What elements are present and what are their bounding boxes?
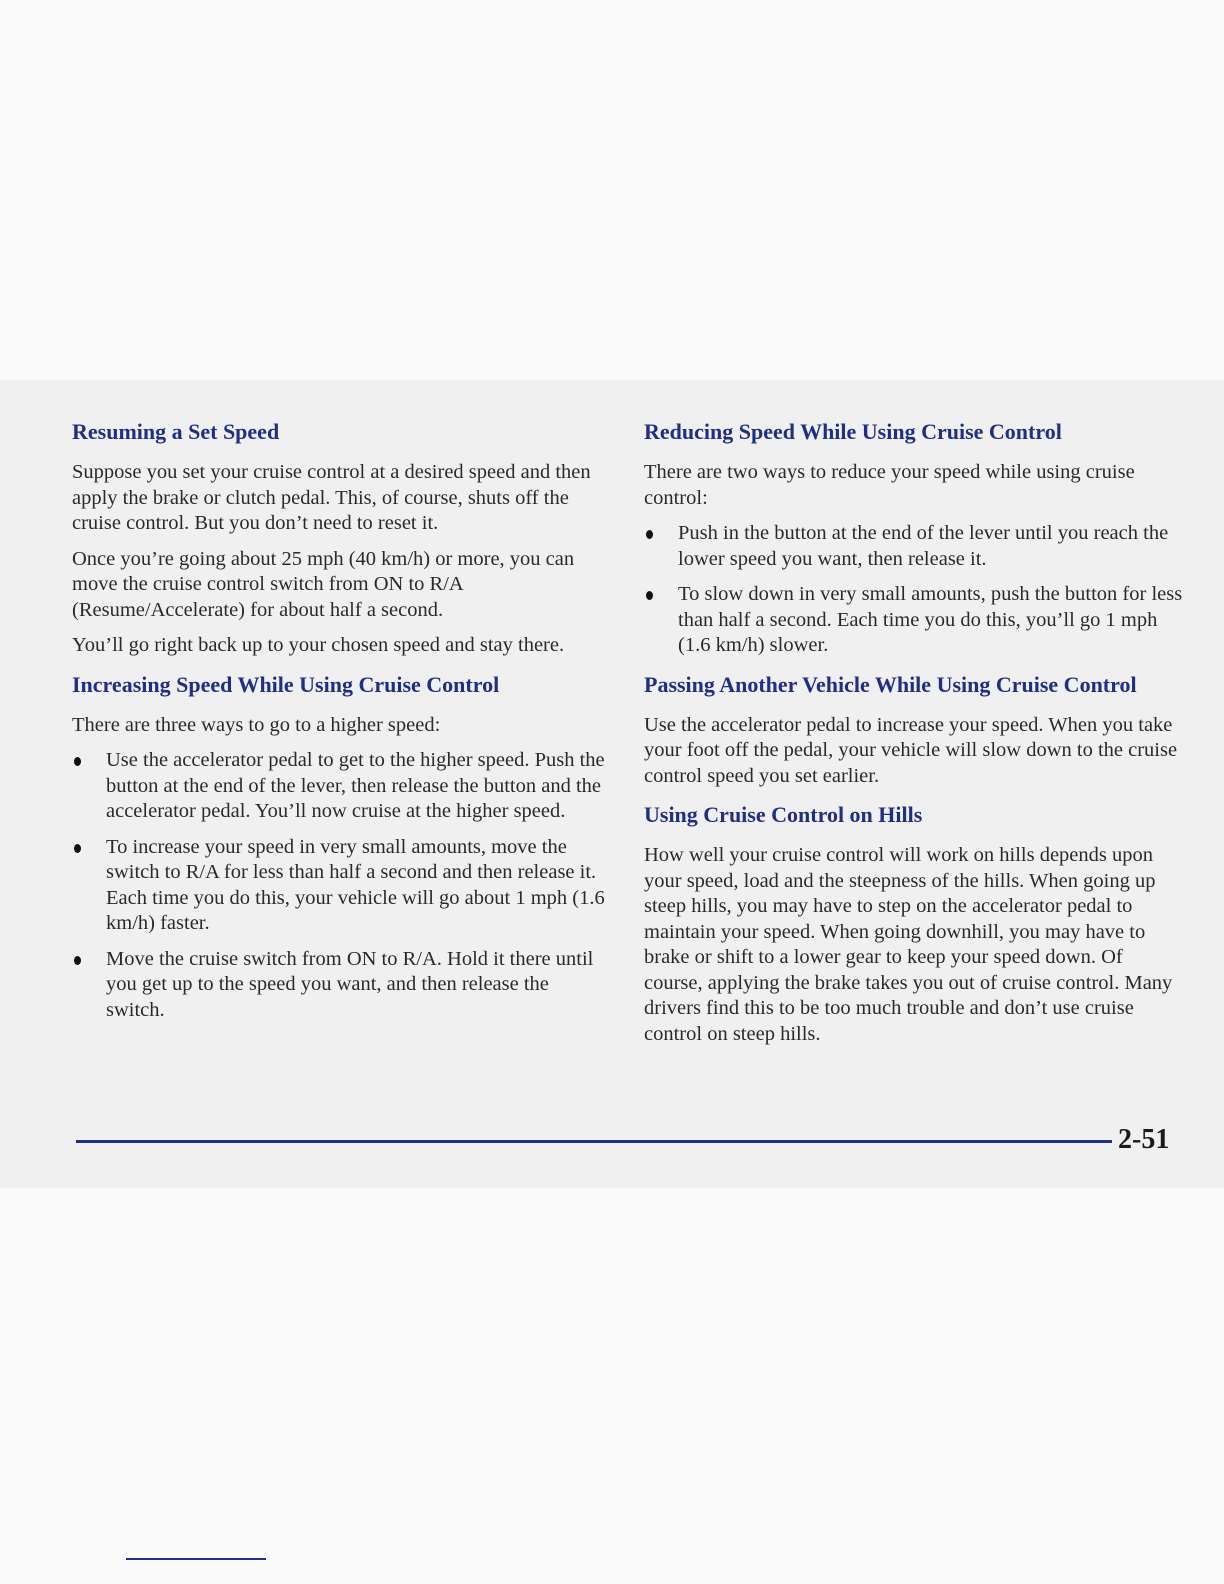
list-item — [72, 748, 612, 825]
page-number: 2-51 — [1118, 1124, 1170, 1155]
section-passing-vehicle — [644, 671, 1184, 790]
bullet-icon — [646, 591, 653, 600]
bullet-list — [644, 521, 1184, 659]
list-item — [644, 521, 1184, 572]
paragraph: You’ll go right back up to your chosen speed and stay there. — [72, 634, 565, 656]
list-item-text: Move the cruise switch from ON to R/A. Hold it there until you get up to the speed you want, and then release the switch. — [106, 947, 594, 1021]
section-hills — [644, 801, 1184, 1047]
list-item — [72, 835, 612, 937]
list-item-text: To slow down in very small amounts, push the button for less than half a second. Each time you do this, you’ll go 1 mph (1.6 km/h) slower. — [678, 583, 1183, 656]
section-resuming-speed — [72, 418, 612, 659]
bullet-icon — [74, 956, 81, 965]
paragraph: Use the accelerator pedal to increase your speed. When you take your foot off the pedal, your vehicle will slow down to the cruise control speed you set earlier. — [644, 713, 1178, 787]
section-heading: Reducing Speed While Using Cruise Control — [644, 419, 1062, 444]
list-item-text: Push in the button at the end of the lever until you reach the lower speed you want, then release it. — [678, 522, 1169, 570]
page-footer-rule — [76, 1140, 1112, 1143]
bullet-icon — [74, 844, 81, 853]
right-column — [644, 418, 1184, 1059]
bullet-icon — [646, 530, 653, 539]
section-reducing-speed — [644, 418, 1184, 659]
paragraph: Suppose you set your cruise control at a desired speed and then apply the brake or clutch pedal. This, of course, shuts off the cruise control. But you don’t need to reset it. — [72, 461, 591, 534]
paragraph: Once you’re going about 25 mph (40 km/h) or more, you can move the cruise control switch from ON to R/A (Resume/Accelerate) for about half a second. — [72, 547, 575, 621]
section-increasing-speed — [72, 671, 612, 1024]
list-item-text: Use the accelerator pedal to get to the higher speed. Push the button at the end of the lever, then release the button and the accelerator pedal. You’ll now cruise at the higher speed. — [106, 749, 605, 822]
section-heading: Passing Another Vehicle While Using Cruise Control — [644, 671, 1137, 697]
paragraph: There are two ways to reduce your speed while using cruise control: — [644, 461, 1135, 509]
left-column — [72, 418, 612, 1035]
paragraph: How well your cruise control will work on hills depends upon your speed, load and the steepness of the hills. When going up steep hills, you may have to step on the accelerator pedal to maintain your speed. When going downhill, you may have to brake or shift to a lower gear to keep your speed down. Of course, applying the brake takes you out of cruise control. Many drivers find this to be too much trouble and don’t use cruise control on steep hills. — [644, 844, 1173, 1045]
list-item — [644, 582, 1184, 659]
list-item-text: To increase your speed in very small amounts, move the switch to R/A for less than half a second and then release it. Each time you do this, your vehicle will go about 1 mph (1.6 km/h) faster. — [106, 835, 605, 934]
bullet-icon — [74, 757, 81, 766]
bottom-link-rule — [126, 1558, 266, 1560]
section-heading: Using Cruise Control on Hills — [644, 802, 923, 827]
bullet-list — [72, 748, 612, 1023]
list-item — [72, 947, 612, 1024]
paragraph: There are three ways to go to a higher speed: — [72, 713, 441, 736]
section-heading: Increasing Speed While Using Cruise Control — [72, 671, 500, 697]
section-heading: Resuming a Set Speed — [72, 419, 280, 444]
